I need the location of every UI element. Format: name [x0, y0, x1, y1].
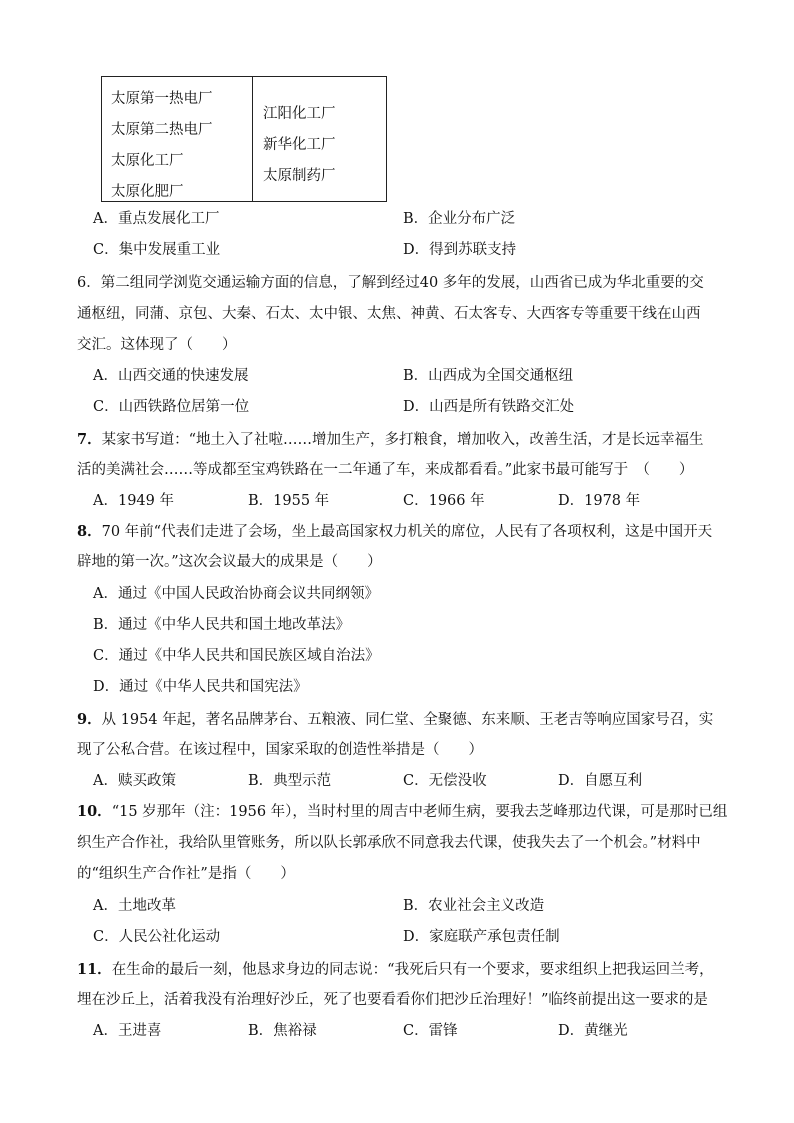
q10-option-d[interactable]: D．家庭联产承包责任制 — [403, 929, 560, 945]
q7-stem-line — [77, 424, 727, 455]
q6-stem-line: 通枢纽，同蒲、京包、大秦、石太、太中银、太焦、神黄、石太客专、大西客专等重要干线在山西 — [77, 306, 701, 322]
q6-option-c[interactable]: C．山西铁路位居第一位 — [93, 399, 250, 415]
q6-option-d[interactable]: D．山西是所有铁路交汇处 — [403, 399, 575, 415]
q9-option-c[interactable]: C．无偿没收 — [403, 773, 487, 789]
q8-number: 8． — [77, 523, 102, 540]
q11-stem-line — [77, 954, 727, 985]
q10-option-c[interactable]: C．人民公社化运动 — [93, 929, 221, 945]
q8-option-b[interactable]: B．通过《中华人民共和国土地改革法》 — [93, 617, 351, 633]
q10-stem-line — [77, 796, 727, 827]
q9-option-d[interactable]: D．自愿互利 — [558, 773, 643, 789]
q8-stem-text: 70 年前“代表们走进了会场，坐上最高国家权力机关的席位，人民有了各项权利，这是中国开天 — [101, 524, 713, 540]
q8-stem-line: 辟地的第一次。”这次会议最大的成果是（ ） — [77, 554, 382, 570]
q7-option-a[interactable]: A．1949 年 — [93, 493, 174, 509]
q9-number: 9． — [77, 711, 102, 728]
q8-option-d[interactable]: D．通过《中华人民共和国宪法》 — [93, 679, 308, 695]
table-cell: 太原化肥厂 — [111, 184, 184, 200]
q9-option-a[interactable]: A．赎买政策 — [93, 773, 176, 789]
q10-option-a[interactable]: A．土地改革 — [93, 898, 176, 914]
q10-number: 10． — [77, 803, 112, 820]
table-cell: 太原第一热电厂 — [111, 91, 213, 107]
q6-option-b[interactable]: B．山西成为全国交通枢纽 — [403, 368, 574, 384]
q11-stem-text: 在生命的最后一刻，他恳求身边的同志说：“我死后只有一个要求，要求组织上把我运回兰考， — [111, 962, 714, 978]
q10-stem-line: 织生产合作社，我给队里管账务，所以队长郭承欣不同意我去代课，使我失去了一个机会。”材料中 — [77, 835, 701, 851]
table-cell: 江阳化工厂 — [263, 106, 336, 122]
q5-option-d[interactable]: D．得到苏联支持 — [403, 242, 517, 258]
q9-stem-text: 从 1954 年起，著名品牌茅台、五粮液、同仁堂、全聚德、东来顺、王老吉等响应国家号召，实 — [101, 712, 714, 728]
q11-option-a[interactable]: A．王进喜 — [93, 1023, 162, 1039]
q8-option-c[interactable]: C．通过《中华人民共和国民族区域自治法》 — [93, 648, 380, 664]
q10-stem-line: 的“组织生产合作社”是指（ ） — [77, 866, 295, 882]
q6-option-a[interactable]: A．山西交通的快速发展 — [93, 368, 249, 384]
q11-stem-line: 埋在沙丘上，活着我没有治理好沙丘，死了也要看看你们把沙丘治理好！”临终前提出这一要求的是 — [77, 992, 708, 1008]
factory-table-left-column — [102, 77, 253, 201]
q11-option-d[interactable]: D．黄继光 — [558, 1023, 628, 1039]
q7-number: 7． — [77, 431, 102, 448]
q5-option-c[interactable]: C．集中发展重工业 — [93, 242, 221, 258]
table-cell: 新华化工厂 — [263, 137, 336, 153]
q9-stem-line — [77, 704, 727, 735]
q7-option-b[interactable]: B．1955 年 — [248, 493, 330, 509]
table-cell: 太原第二热电厂 — [111, 122, 213, 138]
q6-stem-line: 6．第二组同学浏览交通运输方面的信息，了解到经过40 多年的发展，山西省已成为华北重要的交 — [77, 275, 704, 291]
q11-option-c[interactable]: C．雷锋 — [403, 1023, 458, 1039]
q9-option-b[interactable]: B．典型示范 — [248, 773, 332, 789]
q9-stem-line: 现了公私合营。在该过程中，国家采取的创造性举措是（ ） — [77, 742, 483, 758]
table-cell: 太原制药厂 — [263, 168, 336, 184]
q8-option-a[interactable]: A．通过《中国人民政治协商会议共同纲领》 — [93, 586, 379, 602]
factory-table-right-column — [253, 77, 386, 201]
q8-stem-line — [77, 516, 727, 547]
q11-number: 11． — [77, 961, 112, 978]
factory-table — [101, 76, 387, 202]
q6-stem-line: 交汇。这体现了（ ） — [77, 337, 237, 353]
q10-option-b[interactable]: B．农业社会主义改造 — [403, 898, 545, 914]
q7-stem-line: 活的美满社会……等成都至宝鸡铁路在一二年通了车，来成都看看。”此家书最可能写于 （ ） — [77, 462, 694, 478]
q11-option-b[interactable]: B．焦裕禄 — [248, 1023, 317, 1039]
q7-option-c[interactable]: C．1966 年 — [403, 493, 485, 509]
table-cell: 太原化工厂 — [111, 153, 184, 169]
q5-option-a[interactable]: A．重点发展化工厂 — [93, 211, 220, 227]
q5-option-b[interactable]: B．企业分布广泛 — [403, 211, 516, 227]
q10-stem-text: “15 岁那年（注：1956 年），当时村里的周吉中老师生病，要我去芝峰那边代课，可是那时已组 — [111, 804, 727, 820]
q7-option-d[interactable]: D．1978 年 — [558, 493, 641, 509]
q7-stem-text: 某家书写道：“地土入了社啦……增加生产，多打粮食，增加收入，改善生活，才是长远幸福生 — [101, 432, 704, 448]
